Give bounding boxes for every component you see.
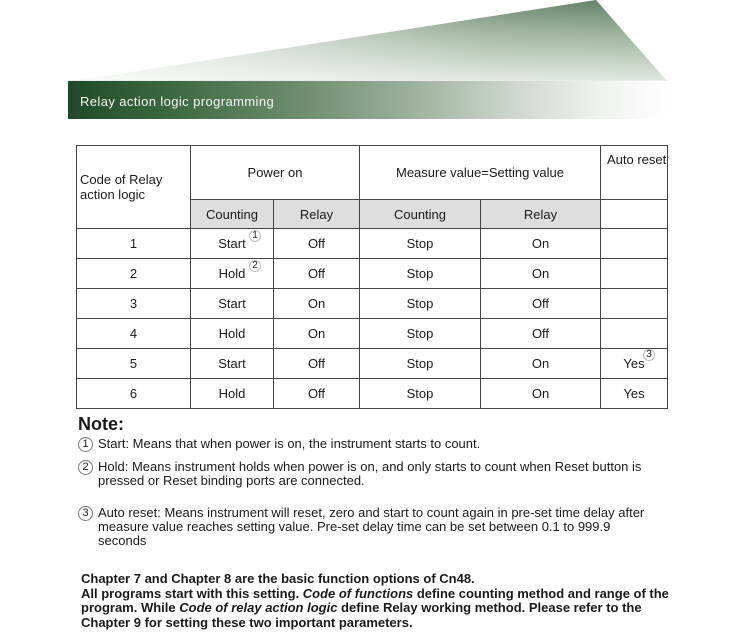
power-counting-cell: Hold 2 (191, 259, 274, 289)
code-cell: 5 (77, 349, 191, 379)
subheader-measure-relay: Relay (481, 200, 601, 229)
power-relay-cell: Off (274, 379, 360, 409)
table-row (77, 289, 668, 319)
auto-reset-header: Auto reset (601, 146, 668, 200)
chapter-text: define Relay working method. Please refer to the Chapter 9 for setting these two important parameters. (81, 600, 642, 630)
table-row (77, 319, 668, 349)
note-item-start (78, 437, 658, 451)
measure-relay-cell: On (481, 349, 601, 379)
code-cell: 3 (77, 289, 191, 319)
power-counting-cell: Start (191, 349, 274, 379)
power-counting-cell: Start (191, 289, 274, 319)
measure-counting-cell: Stop (360, 349, 481, 379)
table-header-row (77, 146, 668, 200)
auto-reset-cell (601, 229, 668, 259)
measure-counting-cell: Stop (360, 379, 481, 409)
measure-counting-cell: Stop (360, 229, 481, 259)
note-marker-1: 1 (249, 230, 261, 242)
subheader-auto-reset (601, 200, 668, 229)
code-of-functions-term: Code of functions (302, 585, 414, 601)
section-title: Relay action logic programming (80, 94, 275, 109)
note-marker-3: 3 (643, 349, 655, 361)
measure-counting-cell: Stop (360, 319, 481, 349)
note-item-hold (78, 460, 658, 488)
auto-reset-cell (601, 319, 668, 349)
code-cell: 1 (77, 229, 191, 259)
circled-number-3-icon: 3 (78, 506, 93, 521)
chapter-text: All programs start with this setting. (81, 585, 303, 601)
table-row (77, 259, 668, 289)
code-cell: 6 (77, 379, 191, 409)
note-heading: Note: (78, 414, 124, 434)
section-banner (68, 80, 668, 119)
note-text: Hold: Means instrument holds when power is on, and only starts to count when Reset button is pressed or Reset binding ports are connected. (98, 459, 642, 488)
code-cell: 4 (77, 319, 191, 349)
auto-reset-cell (601, 259, 668, 289)
measure-relay-cell: Off (481, 289, 601, 319)
measure-relay-cell: On (481, 259, 601, 289)
power-relay-cell: On (274, 289, 360, 319)
table-row (77, 229, 668, 259)
power-counting-cell: Hold (191, 319, 274, 349)
power-relay-cell: On (274, 319, 360, 349)
power-counting-cell: Start 1 (191, 229, 274, 259)
note-text: Auto reset: Means instrument will reset, zero and start to count again in pre-set time delay after measure value reaches setting value. Pre-set delay time can be set between 0.1 to 999.9 seconds (98, 505, 645, 548)
circled-number-2-icon: 2 (78, 460, 93, 475)
measure-relay-cell: Off (481, 319, 601, 349)
relay-logic-table (76, 145, 668, 409)
banner-decoration (68, 0, 666, 80)
measure-relay-cell: On (481, 229, 601, 259)
measure-relay-cell: On (481, 379, 601, 409)
chapter-paragraph (81, 572, 681, 630)
subheader-power-counting: Counting (191, 200, 274, 229)
note-text: Start: Means that when power is on, the instrument starts to count. (98, 436, 481, 451)
power-relay-cell: Off (274, 259, 360, 289)
auto-reset-cell: Yes 3 (601, 349, 668, 379)
subheader-measure-counting: Counting (360, 200, 481, 229)
power-counting-cell: Hold (191, 379, 274, 409)
table-row (77, 379, 668, 409)
power-relay-cell: Off (274, 229, 360, 259)
chapter-line-1: Chapter 7 and Chapter 8 are the basic function options of Cn48. (81, 571, 475, 586)
code-header: Code of Relay action logic (77, 146, 191, 229)
measure-counting-cell: Stop (360, 259, 481, 289)
auto-reset-cell (601, 289, 668, 319)
table-row (77, 349, 668, 379)
power-on-header: Power on (191, 146, 360, 200)
note-marker-2: 2 (249, 260, 261, 272)
measure-setting-header: Measure value=Setting value (360, 146, 601, 200)
auto-reset-cell: Yes (601, 379, 668, 409)
code-of-relay-logic-term: Code of relay action logic (179, 600, 338, 615)
note-item-auto-reset (78, 506, 658, 548)
chapter-text: define counting method and range of the program. While (81, 585, 669, 615)
code-cell: 2 (77, 259, 191, 289)
power-relay-cell: Off (274, 349, 360, 379)
measure-counting-cell: Stop (360, 289, 481, 319)
circled-number-1-icon: 1 (78, 437, 93, 452)
subheader-power-relay: Relay (274, 200, 360, 229)
